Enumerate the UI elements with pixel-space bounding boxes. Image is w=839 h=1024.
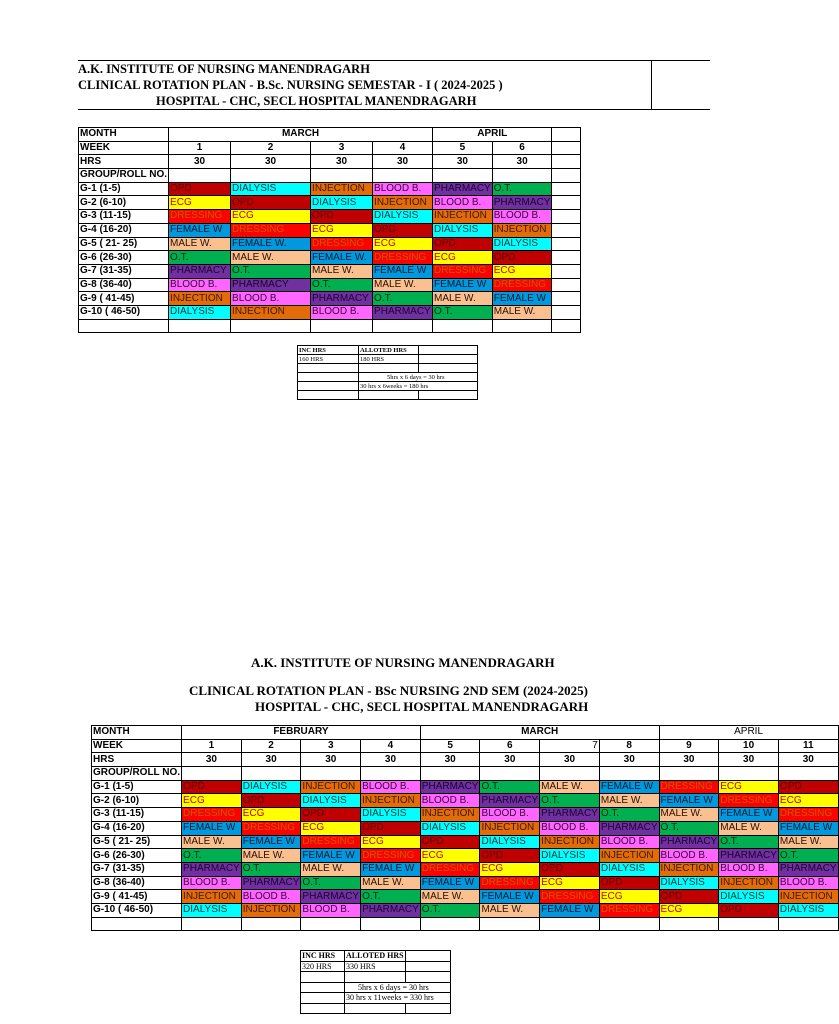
area-cell-opd: OPD <box>480 849 540 863</box>
area-cell-o-t: O.T. <box>433 305 493 319</box>
week-cell: 10 <box>719 739 779 753</box>
plan1-institute: A.K. INSTITUTE OF NURSING MANENDRAGARH <box>78 62 370 76</box>
area-cell-injection: INJECTION <box>361 794 421 808</box>
week-cell: 3 <box>301 739 361 753</box>
week-row <box>79 141 581 155</box>
table-row <box>79 278 581 292</box>
inc-hrs-value: 160 HRS <box>298 355 359 364</box>
table-row <box>92 876 839 890</box>
area-cell-injection: INJECTION <box>540 835 600 849</box>
table-row <box>92 780 839 794</box>
area-cell-dressing: DRESSING <box>169 210 231 224</box>
area-cell-ecg: ECG <box>719 780 779 794</box>
area-cell-ecg: ECG <box>182 794 242 808</box>
hrs-cell: 30 <box>301 753 361 767</box>
area-cell-pharmacy: PHARMACY <box>231 278 311 292</box>
hrs-cell: 30 <box>778 753 838 767</box>
area-cell-opd: OPD <box>373 223 433 237</box>
group-roll-cell: G-8 (36-40) <box>92 876 182 890</box>
area-cell-o-t: O.T. <box>540 794 600 808</box>
area-cell-dressing: DRESSING <box>301 835 361 849</box>
area-cell-male-w: MALE W. <box>659 808 719 822</box>
table-row <box>79 237 581 251</box>
table-row <box>79 305 581 319</box>
area-cell-opd: OPD <box>433 237 493 251</box>
area-cell-dressing: DRESSING <box>480 876 540 890</box>
area-cell-dialysis: DIALYSIS <box>182 903 242 917</box>
table-row <box>79 210 581 224</box>
area-cell-o-t: O.T. <box>301 876 361 890</box>
week-cell: 9 <box>659 739 719 753</box>
group-roll-cell: G-10 ( 46-50) <box>92 903 182 917</box>
rotation-body-1 <box>79 182 581 333</box>
area-cell-pharmacy: PHARMACY <box>374 306 431 318</box>
area-cell-male-w: MALE W. <box>480 903 540 917</box>
table-row <box>79 196 581 210</box>
area-cell-blood-b: BLOOD B. <box>182 876 242 890</box>
alloted-hrs-value: 330 HRS <box>345 961 406 972</box>
area-cell-female-w: FEMALE W <box>169 223 231 237</box>
area-cell-o-t: O.T. <box>480 780 540 794</box>
area-cell-dressing: DRESSING <box>231 223 311 237</box>
area-cell-pharmacy: PHARMACY <box>434 183 491 195</box>
area-cell-ecg: ECG <box>433 251 493 265</box>
area-cell-ecg: ECG <box>361 835 421 849</box>
month-march: MARCH <box>169 128 433 142</box>
area-cell-dialysis: DIALYSIS <box>420 821 480 835</box>
area-cell-ecg: ECG <box>241 808 301 822</box>
area-cell-male-w: MALE W. <box>231 251 311 265</box>
hrs-cell: 30 <box>492 155 552 169</box>
area-cell-injection: INJECTION <box>311 182 373 196</box>
area-cell-dialysis: DIALYSIS <box>241 780 301 794</box>
area-cell-blood-b: BLOOD B. <box>373 182 433 196</box>
area-cell-opd: OPD <box>301 808 361 822</box>
area-cell-blood-b: BLOOD B. <box>540 821 600 835</box>
area-cell-injection: INJECTION <box>301 780 361 794</box>
plan1-hospital: HOSPITAL - CHC, SECL HOSPITAL MANENDRAGARH <box>156 94 477 108</box>
group-roll-cell: G-10 ( 46-50) <box>79 305 169 319</box>
area-cell-injection: INJECTION <box>169 292 231 306</box>
group-roll-cell: G-5 ( 21- 25) <box>92 835 182 849</box>
area-cell-dressing: DRESSING <box>659 780 719 794</box>
hrs-row <box>92 753 839 767</box>
area-cell-female-w: FEMALE W <box>492 292 552 306</box>
area-cell-dressing: DRESSING <box>719 794 779 808</box>
area-cell-dialysis: DIALYSIS <box>301 794 361 808</box>
hours-summary-2 <box>300 950 451 1014</box>
table-row <box>79 182 581 196</box>
group-roll-cell: G-1 (1-5) <box>79 182 169 196</box>
hrs-label: HRS <box>92 753 182 767</box>
area-cell-pharmacy: PHARMACY <box>720 849 777 861</box>
hrs-cell: 30 <box>480 753 540 767</box>
area-cell-dialysis: DIALYSIS <box>540 849 600 863</box>
area-cell-blood-b: BLOOD B. <box>420 794 480 808</box>
area-cell-female-w: FEMALE W <box>361 862 421 876</box>
inc-hrs-value: 320 HRS <box>301 961 345 972</box>
area-cell-o-t: O.T. <box>778 849 838 863</box>
area-cell-blood-b: BLOOD B. <box>169 278 231 292</box>
area-cell-o-t: O.T. <box>719 835 779 849</box>
area-cell-dialysis: DIALYSIS <box>361 808 421 822</box>
week-cell: 4 <box>373 141 433 155</box>
area-cell-injection: INJECTION <box>241 903 301 917</box>
area-cell-male-w: MALE W. <box>301 862 361 876</box>
area-cell-o-t: O.T. <box>169 251 231 265</box>
header-divider <box>651 61 652 109</box>
area-cell-o-t: O.T. <box>361 890 421 904</box>
area-cell-opd: OPD <box>599 876 659 890</box>
area-cell-pharmacy: PHARMACY <box>493 196 551 208</box>
area-cell-ecg: ECG <box>169 196 231 210</box>
area-cell-ecg: ECG <box>301 821 361 835</box>
area-cell-injection: INJECTION <box>599 849 659 863</box>
area-cell-male-w: MALE W. <box>311 264 373 278</box>
area-cell-injection: INJECTION <box>373 196 433 210</box>
area-cell-ecg: ECG <box>373 237 433 251</box>
month-row <box>79 128 581 142</box>
hrs-cell: 30 <box>659 753 719 767</box>
month-april: APRIL <box>433 128 552 142</box>
table-row <box>92 808 839 822</box>
area-cell-o-t: O.T. <box>492 182 552 196</box>
group-roll-cell: G-6 (26-30) <box>79 251 169 265</box>
area-cell-dressing: DRESSING <box>492 278 552 292</box>
area-cell-male-w: MALE W. <box>433 292 493 306</box>
area-cell-opd: OPD <box>540 862 600 876</box>
rotation-body-2 <box>92 780 839 931</box>
area-cell-dialysis: DIALYSIS <box>433 223 493 237</box>
group-label: GROUP/ROLL NO. <box>93 767 181 779</box>
area-cell-female-w: FEMALE W <box>301 849 361 863</box>
area-cell-female-w: FEMALE W <box>480 890 540 904</box>
area-cell-ecg: ECG <box>420 849 480 863</box>
area-cell-opd: OPD <box>182 780 242 794</box>
plan1-header <box>78 60 710 110</box>
week-cell: 4 <box>361 739 421 753</box>
area-cell-dialysis: DIALYSIS <box>480 835 540 849</box>
month-february: FEBRUARY <box>182 726 421 740</box>
table-row <box>92 821 839 835</box>
area-cell-blood-b: BLOOD B. <box>719 862 779 876</box>
area-cell-blood-b: BLOOD B. <box>492 210 552 224</box>
area-cell-opd: OPD <box>241 794 301 808</box>
week-cell: 6 <box>480 739 540 753</box>
group-roll-cell: G-8 (36-40) <box>79 278 169 292</box>
inc-hrs-label: INC HRS <box>301 951 345 962</box>
hrs-label: HRS <box>79 155 169 169</box>
area-cell-male-w: MALE W. <box>599 794 659 808</box>
area-cell-dressing: DRESSING <box>433 264 493 278</box>
hours-note-1: 5hrs x 6 days = 30 hrs <box>345 982 451 993</box>
plan2-hospital: HOSPITAL - CHC, SECL HOSPITAL MANENDRAGARH <box>255 699 589 714</box>
group-roll-cell: G-5 ( 21- 25) <box>79 237 169 251</box>
area-cell-o-t: O.T. <box>311 278 373 292</box>
week-label: WEEK <box>79 141 169 155</box>
area-cell-dialysis: DIALYSIS <box>599 862 659 876</box>
group-roll-cell: G-4 (16-20) <box>92 821 182 835</box>
area-cell-injection: INJECTION <box>492 223 552 237</box>
area-cell-blood-b: BLOOD B. <box>241 890 301 904</box>
group-roll-cell: G-3 (11-15) <box>92 808 182 822</box>
area-cell-pharmacy: PHARMACY <box>302 890 360 902</box>
area-cell-dialysis: DIALYSIS <box>169 305 231 319</box>
area-cell-blood-b: BLOOD B. <box>599 835 659 849</box>
table-row <box>92 835 839 849</box>
area-cell-opd: OPD <box>659 890 719 904</box>
area-cell-male-w: MALE W. <box>719 821 779 835</box>
area-cell-female-w: FEMALE W <box>540 903 600 917</box>
hrs-cell: 30 <box>719 753 779 767</box>
area-cell-opd: OPD <box>311 210 373 224</box>
month-march: MARCH <box>420 726 659 740</box>
group-roll-cell: G-2 (6-10) <box>92 794 182 808</box>
area-cell-pharmacy: PHARMACY <box>242 876 300 888</box>
area-cell-dressing: DRESSING <box>373 251 433 265</box>
area-cell-male-w: MALE W. <box>778 835 838 849</box>
area-cell-injection: INJECTION <box>480 821 540 835</box>
area-cell-female-w: FEMALE W <box>599 780 659 794</box>
hours-summary-1 <box>297 345 478 400</box>
area-cell-dressing: DRESSING <box>241 821 301 835</box>
area-cell-injection: INJECTION <box>659 862 719 876</box>
month-april: APRIL <box>659 726 838 740</box>
week-cell: 5 <box>420 739 480 753</box>
area-cell-o-t: O.T. <box>659 821 719 835</box>
area-cell-o-t: O.T. <box>373 292 433 306</box>
area-cell-opd: OPD <box>169 182 231 196</box>
area-cell-female-w: FEMALE W <box>182 821 242 835</box>
week-cell: 7 <box>540 739 600 753</box>
week-cell: 11 <box>778 739 838 753</box>
hrs-cell: 30 <box>420 753 480 767</box>
hrs-cell: 30 <box>599 753 659 767</box>
area-cell-ecg: ECG <box>480 862 540 876</box>
area-cell-blood-b: BLOOD B. <box>480 808 540 822</box>
area-cell-ecg: ECG <box>492 264 552 278</box>
area-cell-pharmacy: PHARMACY <box>183 863 240 875</box>
rotation-table-1 <box>78 127 581 333</box>
table-row <box>92 890 839 904</box>
hrs-cell: 30 <box>241 753 301 767</box>
alloted-hrs-label: ALLOTED HRS <box>346 951 404 961</box>
hrs-cell: 30 <box>169 155 231 169</box>
group-roll-cell: G-2 (6-10) <box>79 196 169 210</box>
area-cell-pharmacy: PHARMACY <box>481 794 539 806</box>
hours-note-1: 5hrs x 6 days = 30 hrs <box>359 373 478 382</box>
area-cell-blood-b: BLOOD B. <box>361 780 421 794</box>
area-cell-blood-b: BLOOD B. <box>301 903 361 917</box>
area-cell-female-w: FEMALE W. <box>311 251 373 265</box>
area-cell-male-w: MALE W. <box>540 780 600 794</box>
week-cell: 3 <box>311 141 373 155</box>
area-cell-blood-b: BLOOD B. <box>778 876 838 890</box>
hrs-row <box>79 155 581 169</box>
alloted-hrs-label: ALLOTED HRS <box>359 346 419 355</box>
alloted-hrs-value: 180 HRS <box>359 355 419 364</box>
hrs-cell: 30 <box>311 155 373 169</box>
area-cell-opd: OPD <box>361 821 421 835</box>
area-cell-blood-b: BLOOD B. <box>231 292 311 306</box>
table-row <box>79 223 581 237</box>
group-header-row <box>79 169 581 183</box>
area-cell-opd: OPD <box>719 903 779 917</box>
area-cell-ecg: ECG <box>659 903 719 917</box>
area-cell-pharmacy: PHARMACY <box>311 292 373 306</box>
week-cell: 6 <box>492 141 552 155</box>
month-row <box>92 726 839 740</box>
group-header-row <box>92 767 839 781</box>
table-row <box>92 849 839 863</box>
area-cell-dressing: DRESSING <box>540 890 600 904</box>
area-cell-pharmacy: PHARMACY <box>362 904 419 916</box>
rotation-table-2 <box>91 725 839 931</box>
area-cell-o-t: O.T. <box>231 264 311 278</box>
week-cell: 2 <box>241 739 301 753</box>
group-label: GROUP/ROLL NO. <box>80 169 168 181</box>
area-cell-ecg: ECG <box>599 890 659 904</box>
table-row <box>92 794 839 808</box>
hrs-cell: 30 <box>373 155 433 169</box>
table-row <box>79 292 581 306</box>
area-cell-pharmacy: PHARMACY <box>421 781 479 793</box>
hrs-cell: 30 <box>540 753 600 767</box>
plan2-title: CLINICAL ROTATION PLAN - BSc NURSING 2ND SEM (2024-2025) <box>189 683 588 698</box>
area-cell-dialysis: DIALYSIS <box>659 876 719 890</box>
area-cell-opd: OPD <box>778 780 838 794</box>
area-cell-opd: OPD <box>231 196 311 210</box>
area-cell-o-t: O.T. <box>182 849 242 863</box>
week-row <box>92 739 839 753</box>
area-cell-male-w: MALE W. <box>373 278 433 292</box>
group-roll-cell: G-7 (31-35) <box>92 862 182 876</box>
month-label: MONTH <box>79 128 169 142</box>
week-label: WEEK <box>92 739 182 753</box>
hrs-cell: 30 <box>231 155 311 169</box>
area-cell-female-w: FEMALE W <box>719 808 779 822</box>
hours-note-2: 30 hrs x 6weeks = 180 hrs <box>359 382 478 391</box>
area-cell-injection: INJECTION <box>231 305 311 319</box>
week-cell: 5 <box>433 141 493 155</box>
plan1-title: CLINICAL ROTATION PLAN - B.Sc. NURSING SEMESTAR - I ( 2024-2025 ) <box>78 78 503 92</box>
area-cell-male-w: MALE W. <box>241 849 301 863</box>
area-cell-opd: OPD <box>420 835 480 849</box>
area-cell-female-w: FEMALE W <box>778 821 838 835</box>
area-cell-dialysis: DIALYSIS <box>719 890 779 904</box>
area-cell-injection: INJECTION <box>719 876 779 890</box>
group-roll-cell: G-6 (26-30) <box>92 849 182 863</box>
area-cell-dressing: DRESSING <box>420 862 480 876</box>
area-cell-opd: OPD <box>492 251 552 265</box>
area-cell-female-w: FEMALE W <box>373 264 433 278</box>
hrs-cell: 30 <box>433 155 493 169</box>
month-label: MONTH <box>92 726 182 740</box>
area-cell-ecg: ECG <box>778 794 838 808</box>
area-cell-female-w: FEMALE W. <box>231 237 311 251</box>
area-cell-injection: INJECTION <box>433 210 493 224</box>
area-cell-dressing: DRESSING <box>361 849 421 863</box>
area-cell-ecg: ECG <box>540 876 600 890</box>
group-roll-cell: G-4 (16-20) <box>79 223 169 237</box>
area-cell-injection: INJECTION <box>182 890 242 904</box>
area-cell-male-w: MALE W. <box>169 237 231 251</box>
inc-hrs-label: INC HRS <box>298 346 359 355</box>
area-cell-o-t: O.T. <box>420 903 480 917</box>
area-cell-blood-b: BLOOD B. <box>311 305 373 319</box>
area-cell-blood-b: BLOOD B. <box>433 196 493 210</box>
table-row <box>92 903 839 917</box>
area-cell-dressing: DRESSING <box>182 808 242 822</box>
area-cell-female-w: FEMALE W <box>241 835 301 849</box>
area-cell-male-w: MALE W. <box>492 305 552 319</box>
plan2-institute: A.K. INSTITUTE OF NURSING MANENDRAGARH <box>251 655 555 670</box>
area-cell-pharmacy: PHARMACY <box>779 863 837 875</box>
area-cell-female-w: FEMALE W <box>420 876 480 890</box>
area-cell-pharmacy: PHARMACY <box>541 808 598 820</box>
area-cell-pharmacy: PHARMACY <box>600 822 658 834</box>
area-cell-female-w: FEMALE W <box>433 278 493 292</box>
area-cell-pharmacy: PHARMACY <box>660 835 718 847</box>
area-cell-dressing: DRESSING <box>599 903 659 917</box>
area-cell-male-w: MALE W. <box>361 876 421 890</box>
area-cell-o-t: O.T. <box>599 808 659 822</box>
area-cell-dressing: DRESSING <box>778 808 838 822</box>
week-cell: 2 <box>231 141 311 155</box>
table-row <box>92 862 839 876</box>
area-cell-injection: INJECTION <box>778 890 838 904</box>
group-roll-cell: G-9 ( 41-45) <box>79 292 169 306</box>
hrs-cell: 30 <box>361 753 421 767</box>
group-roll-cell: G-1 (1-5) <box>92 780 182 794</box>
area-cell-injection: INJECTION <box>420 808 480 822</box>
area-cell-male-w: MALE W. <box>182 835 242 849</box>
group-roll-cell: G-3 (11-15) <box>79 210 169 224</box>
area-cell-ecg: ECG <box>311 223 373 237</box>
area-cell-o-t: O.T. <box>241 862 301 876</box>
area-cell-blood-b: BLOOD B. <box>659 849 719 863</box>
week-cell: 1 <box>169 141 231 155</box>
area-cell-dialysis: DIALYSIS <box>373 210 433 224</box>
area-cell-male-w: MALE W. <box>420 890 480 904</box>
hours-note-2: 30 hrs x 11weeks = 330 hrs <box>345 993 451 1004</box>
area-cell-pharmacy: PHARMACY <box>169 264 231 278</box>
area-cell-dialysis: DIALYSIS <box>311 196 373 210</box>
week-cell: 1 <box>182 739 242 753</box>
group-roll-cell: G-9 ( 41-45) <box>92 890 182 904</box>
table-row <box>79 264 581 278</box>
hrs-cell: 30 <box>182 753 242 767</box>
area-cell-ecg: ECG <box>231 210 311 224</box>
area-cell-dressing: DRESSING <box>311 237 373 251</box>
group-roll-cell: G-7 (31-35) <box>79 264 169 278</box>
week-cell: 8 <box>599 739 659 753</box>
area-cell-dialysis: DIALYSIS <box>492 237 552 251</box>
table-row <box>79 251 581 265</box>
area-cell-dialysis: DIALYSIS <box>778 903 838 917</box>
area-cell-female-w: FEMALE W <box>659 794 719 808</box>
area-cell-dialysis: DIALYSIS <box>231 182 311 196</box>
